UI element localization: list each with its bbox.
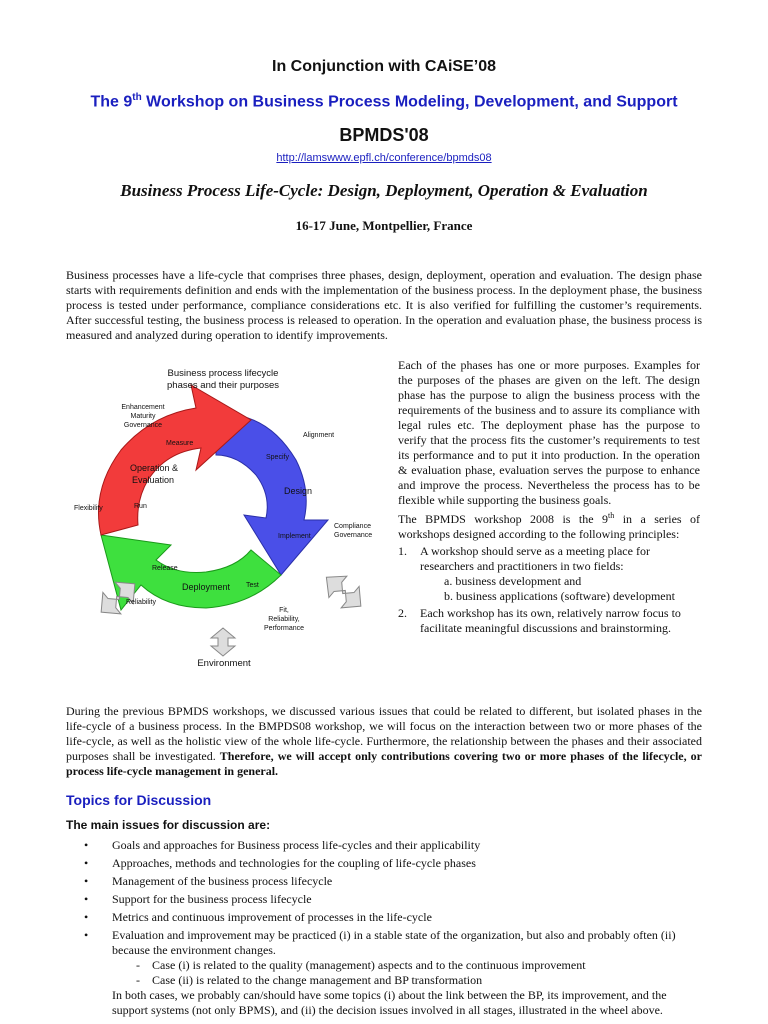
series-paragraph [398,508,700,542]
label-governance-top: Governance [123,422,163,429]
label-reliability: Reliability [126,599,156,606]
bullet-icon: • [84,928,89,942]
bullet-icon: • [84,874,89,888]
list-item [84,856,704,871]
intro-paragraph: Business processes have a life-cycle that comprises three phases, design, deployment, operation and evaluation. The design phase starts with requirements definition and ends with the implementation of the business process. In the deployment phase, the business process is tested under performance, compliance considerations etc. It is also verified for fulfilling the customer’s requirements. After successful testing, the business process is released to operation. In the operation and evaluation phase, the business process is measured and analyzed during operation to identify improvements. [66,268,702,342]
label-governance-right: Governance [334,532,373,539]
dates-country: , France [426,218,473,233]
topic-text: Support for the business process lifecycle [112,892,312,906]
compliance-double-arrow-icon [317,566,369,616]
list-item [84,838,704,853]
principle-number: 1. [398,544,407,558]
main-issues-heading: The main issues for discussion are: [66,818,271,832]
previous-bold-text: Therefore, we will accept only contributions covering two or more phases of the lifecycle, or process life-cycle management in general. [66,749,702,778]
principle-text: A workshop should serve as a meeting place for researchers and practitioners in two fields: [420,544,650,573]
topic-text: Goals and approaches for Business process life-cycles and their applicability [112,838,481,852]
conjunction-line: In Conjunction with CAiSE’08 [272,58,496,75]
environment-double-arrow-icon [211,628,235,656]
dash-icon: - [136,973,140,987]
previous-text: During the previous BPMDS workshops, we discussed various issues that could be related to different, but isolated phases in the life-cycle of a business process. In the BMPDS08 workshop, we will focus on the interaction between two or more phases of the life-cycle, as well as the holistic view of the whole life-cycle. Furthermore, the relationship between the phases and their associated purposes shall be investigated. [66,704,702,763]
list-item [398,544,700,604]
series-ordinal: th [608,511,615,520]
topic-text: Management of the business process lifecycle [112,874,333,888]
series-pre: The BPMDS workshop 2008 is the 9 [398,512,609,526]
workshop-acronym: BPMDS'08 [339,125,429,145]
label-performance: Performance [263,625,305,632]
list-item [84,910,704,925]
workshop-subtitle: Business Process Life-Cycle: Design, Deployment, Operation & Evaluation [120,181,648,200]
label-alignment: Alignment [303,432,335,439]
case-line [112,958,704,973]
phases-paragraph: Each of the phases has one or more purposes. Examples for the purposes of the phases are given on the left. The design phase has the purpose to align the business process with the requirements of the business and to assure its compliance with legal rules etc. The deployment phase has the purpose to verify that the process fits the customer’s requirements to test its performance and to put it into production. In the operation & evaluation phase, evaluation serves the purpose to enhance and improve the process. Nevertheless the process has to be flexible while supporting the business goals. [398,358,700,507]
label-fit-reliability: Reliability, [268,616,300,623]
case-text: Case (ii) is related to the change management and BP transformation [152,973,483,987]
label-flexibility: Flexibility [74,505,103,512]
bullet-icon: • [84,892,89,906]
label-measure: Measure [166,440,194,447]
series-post: in a series of workshops designed according to the following principles: [398,512,701,541]
label-environment: Environment [197,658,251,669]
workshop-title-ordinal: th [132,92,142,103]
topic-text: Metrics and continuous improvement of processes in the life-cycle [112,910,432,924]
principle-sub-a: a. business development and [444,574,582,588]
workshop-title [0,92,768,111]
dash-icon: - [136,958,140,972]
diagram-title-line1: Business process lifecycle [167,368,279,379]
label-maturity: Maturity [130,413,156,420]
bullet-icon: • [84,856,89,870]
closing-text: In both cases, we probably can/should have some topics (i) about the link between the BP, its improvement, and the support systems (not only BPMS), and (ii) the decision issues involved in all stages, illustrated in the wheel above. [112,988,667,1017]
bullet-icon: • [84,910,89,924]
list-item [84,874,704,889]
label-release: Release [152,565,178,572]
topic-text: Evaluation and improvement may be practiced (i) in a stable state of the organization, but also and probably often (ii) because the environment changes. [112,928,676,957]
dates-location: 16-17 June, Montpellier [295,218,427,233]
principle-text: Each workshop has its own, relatively narrow focus to facilitate meaningful discussions and brainstorming. [420,606,681,635]
topics-list [84,838,704,1021]
principle-sub-b: b. business applications (software) development [444,589,675,603]
list-item [84,892,704,907]
bullet-icon: • [84,838,89,852]
label-operation: Operation & [130,463,179,473]
list-item [398,606,700,636]
topics-heading: Topics for Discussion [66,792,212,808]
principle-number: 2. [398,606,407,620]
label-test: Test [246,582,259,589]
topic-text: Approaches, methods and technologies for the coupling of life-cycle phases [112,856,476,870]
right-column [398,358,700,638]
label-implement: Implement [278,533,311,540]
case-line [112,973,704,988]
label-run: Run [134,503,147,510]
principles-list [398,544,700,636]
workshop-title-post: Workshop on Business Process Modeling, Development, and Support [141,93,678,111]
conference-url-link[interactable]: http://lamswww.epfl.ch/conference/bpmds08 [276,152,492,164]
label-deployment: Deployment [182,582,231,592]
previous-workshops-paragraph [66,704,702,779]
label-enhancement: Enhancement [121,404,165,411]
label-evaluation: Evaluation [132,475,175,485]
lifecycle-diagram [66,360,396,680]
label-design: Design [284,486,313,496]
workshop-title-pre: The 9 [90,93,133,111]
label-specify: Specify [266,454,289,461]
list-item [84,928,704,1018]
label-compliance: Compliance [334,523,371,530]
case-text: Case (i) is related to the quality (management) aspects and to the continuous improvement [152,958,586,972]
diagram-title-line2: phases and their purposes [167,380,279,391]
label-fit: Fit, [279,607,289,614]
workshop-dates [0,218,768,234]
